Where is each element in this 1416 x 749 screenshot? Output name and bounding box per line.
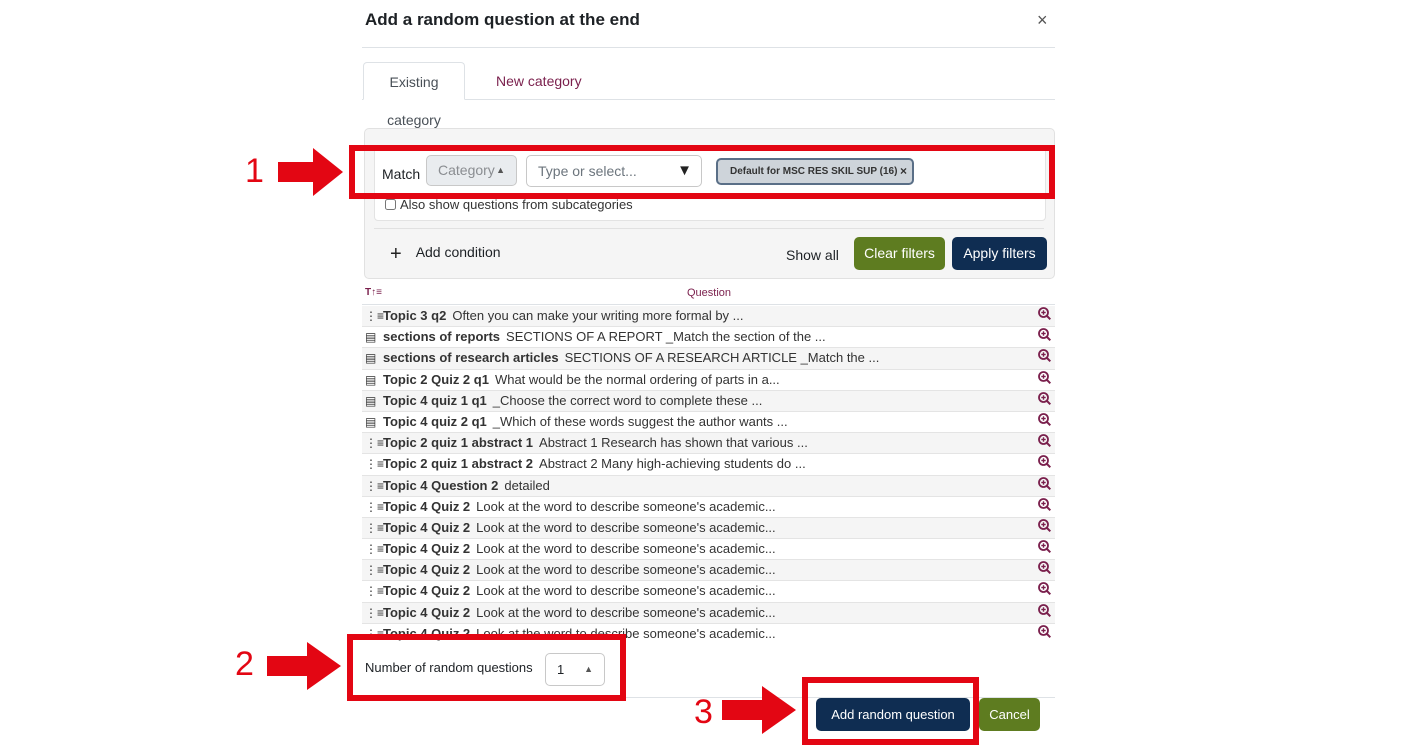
question-column-header[interactable]: Question (687, 287, 732, 299)
header-divider (362, 47, 1055, 48)
question-name-text: Topic 4 Question 2 (383, 477, 499, 493)
question-row[interactable] (362, 603, 1055, 624)
multichoice-icon: ⋮≡ (365, 309, 385, 323)
question-row[interactable] (362, 539, 1055, 560)
question-name (383, 454, 806, 474)
matching-icon: ▤ (365, 372, 377, 387)
annotation-number-1: 1 (245, 152, 264, 190)
question-name-text: Topic 4 Quiz 2 (383, 604, 471, 620)
list-icon: ⋮≡ (365, 457, 385, 472)
question-text: What would be the normal ordering of parts in a... (494, 371, 780, 387)
chip-remove-icon[interactable]: × (899, 164, 907, 178)
list-icon: ⋮≡ (365, 626, 385, 641)
filter-divider (374, 228, 1044, 229)
matching-icon: ▤ (365, 351, 377, 366)
list-icon: ⋮≡ (365, 436, 385, 451)
question-row[interactable] (362, 476, 1055, 497)
preview-magnifier-plus-icon[interactable] (1038, 391, 1051, 411)
preview-magnifier-plus-icon[interactable] (1038, 348, 1051, 368)
cancel-button[interactable]: Cancel (979, 698, 1040, 731)
preview-magnifier-plus-icon[interactable] (1038, 603, 1051, 623)
select-arrows-icon: ▲ (496, 165, 505, 175)
question-name-text: Topic 3 q2 (383, 308, 447, 323)
question-row[interactable] (362, 306, 1055, 327)
question-name (383, 603, 776, 623)
question-row[interactable] (362, 560, 1055, 581)
question-text: Look at the word to describe someone's academic... (476, 519, 776, 535)
close-icon[interactable]: × (1037, 10, 1048, 30)
preview-magnifier-plus-icon[interactable] (1038, 370, 1051, 390)
show-all-link[interactable]: Show all (786, 247, 839, 263)
preview-magnifier-plus-icon[interactable] (1038, 581, 1051, 601)
question-text: Look at the word to describe someone's academic... (476, 562, 776, 578)
question-list[interactable] (362, 306, 1055, 644)
modal-title: Add a random question at the end (365, 10, 640, 29)
question-name (383, 348, 879, 368)
question-name-text: Topic 4 Quiz 2 (383, 541, 471, 557)
question-text: Abstract 2 Many high-achieving students do ... (539, 456, 806, 472)
category-search-placeholder: Type or select... (538, 163, 637, 179)
annotation-number-2: 2 (235, 645, 254, 683)
preview-magnifier-plus-icon[interactable] (1038, 327, 1051, 347)
question-name-text: Topic 4 Quiz 2 (383, 498, 471, 514)
list-icon: ⋮≡ (365, 542, 385, 557)
list-icon: ⋮≡ (365, 478, 385, 493)
matching-icon: ▤ (365, 414, 377, 429)
add-random-question-button[interactable]: Add random question (816, 698, 970, 731)
apply-filters-button[interactable]: Apply filters (952, 237, 1047, 270)
question-name (383, 539, 776, 559)
category-tabs (362, 62, 1055, 128)
annotation-box-3 (802, 677, 979, 745)
question-name-text: Topic 4 quiz 1 q1 (383, 392, 487, 408)
question-name (383, 560, 776, 580)
list-icon: ⋮≡ (365, 520, 385, 535)
preview-magnifier-plus-icon[interactable] (1038, 454, 1051, 474)
tab-new-category[interactable]: New category (496, 73, 582, 89)
question-name-text: Topic 4 Quiz 2 (383, 625, 471, 641)
question-row[interactable] (362, 497, 1055, 518)
preview-magnifier-plus-icon[interactable] (1038, 624, 1051, 644)
question-row[interactable] (362, 348, 1055, 369)
list-icon: ⋮≡ (365, 499, 385, 514)
condition-type-value: Category (438, 162, 495, 178)
annotation-box-1 (349, 145, 1055, 199)
question-name-text: Topic 2 quiz 1 abstract 1 (383, 435, 534, 451)
question-row[interactable] (362, 327, 1055, 348)
question-text: Look at the word to describe someone's academic... (476, 541, 776, 557)
question-name-text: sections of research articles (383, 350, 559, 366)
list-icon: ⋮≡ (365, 605, 385, 620)
preview-magnifier-plus-icon[interactable] (1038, 306, 1051, 326)
annotation-number-3: 3 (694, 693, 713, 731)
question-name-text: Topic 4 Quiz 2 (383, 583, 471, 599)
annotation-box-2 (347, 634, 626, 701)
annotation-arrow-3-icon (720, 684, 798, 736)
question-name-text: Topic 4 Quiz 2 (383, 519, 471, 535)
number-random-label: Number of random questions (365, 660, 533, 675)
preview-magnifier-plus-icon[interactable] (1038, 433, 1051, 453)
question-name (383, 370, 780, 390)
question-name (383, 497, 776, 517)
question-row[interactable] (362, 391, 1055, 412)
question-text: detailed (504, 477, 550, 493)
preview-magnifier-plus-icon[interactable] (1038, 476, 1051, 496)
number-random-value: 1 (557, 662, 565, 677)
preview-magnifier-plus-icon[interactable] (1038, 560, 1051, 580)
question-row[interactable] (362, 370, 1055, 391)
match-label: Match (382, 166, 421, 182)
subcategories-option[interactable] (385, 197, 633, 212)
table-header-divider (362, 304, 1055, 305)
question-name-text: sections of reports (383, 329, 501, 345)
sort-by-type-icon[interactable]: T↑≡ (365, 287, 382, 298)
matching-icon: ▤ (365, 393, 377, 408)
question-name-text: Topic 4 Quiz 2 (383, 562, 471, 578)
selected-category-label: Default for MSC RES SKIL SUP (16) (730, 166, 898, 177)
question-text: Look at the word to describe someone's academic... (476, 604, 776, 620)
question-text: Look at the word to describe someone's academic... (476, 583, 776, 599)
question-name (383, 391, 762, 411)
preview-magnifier-plus-icon[interactable] (1038, 518, 1051, 538)
clear-filters-button[interactable]: Clear filters (854, 237, 945, 270)
question-name (383, 518, 776, 538)
question-name-text: Topic 4 quiz 2 q1 (383, 413, 487, 429)
question-row[interactable] (362, 518, 1055, 539)
question-text: _Which of these words suggest the author wants ... (492, 413, 788, 429)
subcategories-checkbox[interactable] (385, 199, 396, 210)
question-row[interactable] (362, 433, 1055, 454)
tab-existing-category[interactable]: Existing category (363, 62, 465, 100)
question-name (383, 327, 826, 347)
question-text: _Choose the correct word to complete these ... (492, 392, 763, 408)
preview-magnifier-plus-icon[interactable] (1038, 497, 1051, 517)
question-row[interactable] (362, 412, 1055, 433)
list-icon: ⋮≡ (365, 584, 385, 599)
plus-icon: + (390, 243, 402, 265)
question-text: Abstract 1 Research has shown that various ... (539, 435, 808, 451)
add-condition-button[interactable] (390, 243, 501, 266)
question-text: Often you can make your writing more formal by ... (452, 308, 744, 323)
question-name (383, 433, 808, 453)
question-text: SECTIONS OF A RESEARCH ARTICLE _Match the ... (564, 350, 880, 366)
question-name (383, 476, 550, 496)
question-text: Look at the word to describe someone's academic... (476, 498, 776, 514)
question-text: Look at the word to describe someone's academic... (476, 625, 776, 641)
question-name (383, 412, 788, 432)
preview-magnifier-plus-icon[interactable] (1038, 412, 1051, 432)
dropdown-triangle-icon[interactable]: ▼ (677, 162, 692, 179)
matching-icon: ▤ (365, 330, 377, 345)
preview-magnifier-plus-icon[interactable] (1038, 539, 1051, 559)
add-condition-label: Add condition (415, 244, 501, 260)
question-name (383, 581, 776, 601)
question-row[interactable] (362, 581, 1055, 602)
annotation-arrow-1-icon (275, 146, 345, 198)
question-text: SECTIONS OF A REPORT _Match the section of the ... (506, 329, 826, 345)
question-name (383, 306, 744, 326)
annotation-arrow-2-icon (265, 640, 343, 692)
list-icon: ⋮≡ (365, 563, 385, 578)
subcategories-label: Also show questions from subcategories (400, 197, 633, 212)
question-name-text: Topic 2 Quiz 2 q1 (383, 371, 489, 387)
select-arrows-icon: ▲ (584, 664, 593, 674)
question-name-text: Topic 2 quiz 1 abstract 2 (383, 456, 534, 472)
question-row[interactable] (362, 454, 1055, 475)
